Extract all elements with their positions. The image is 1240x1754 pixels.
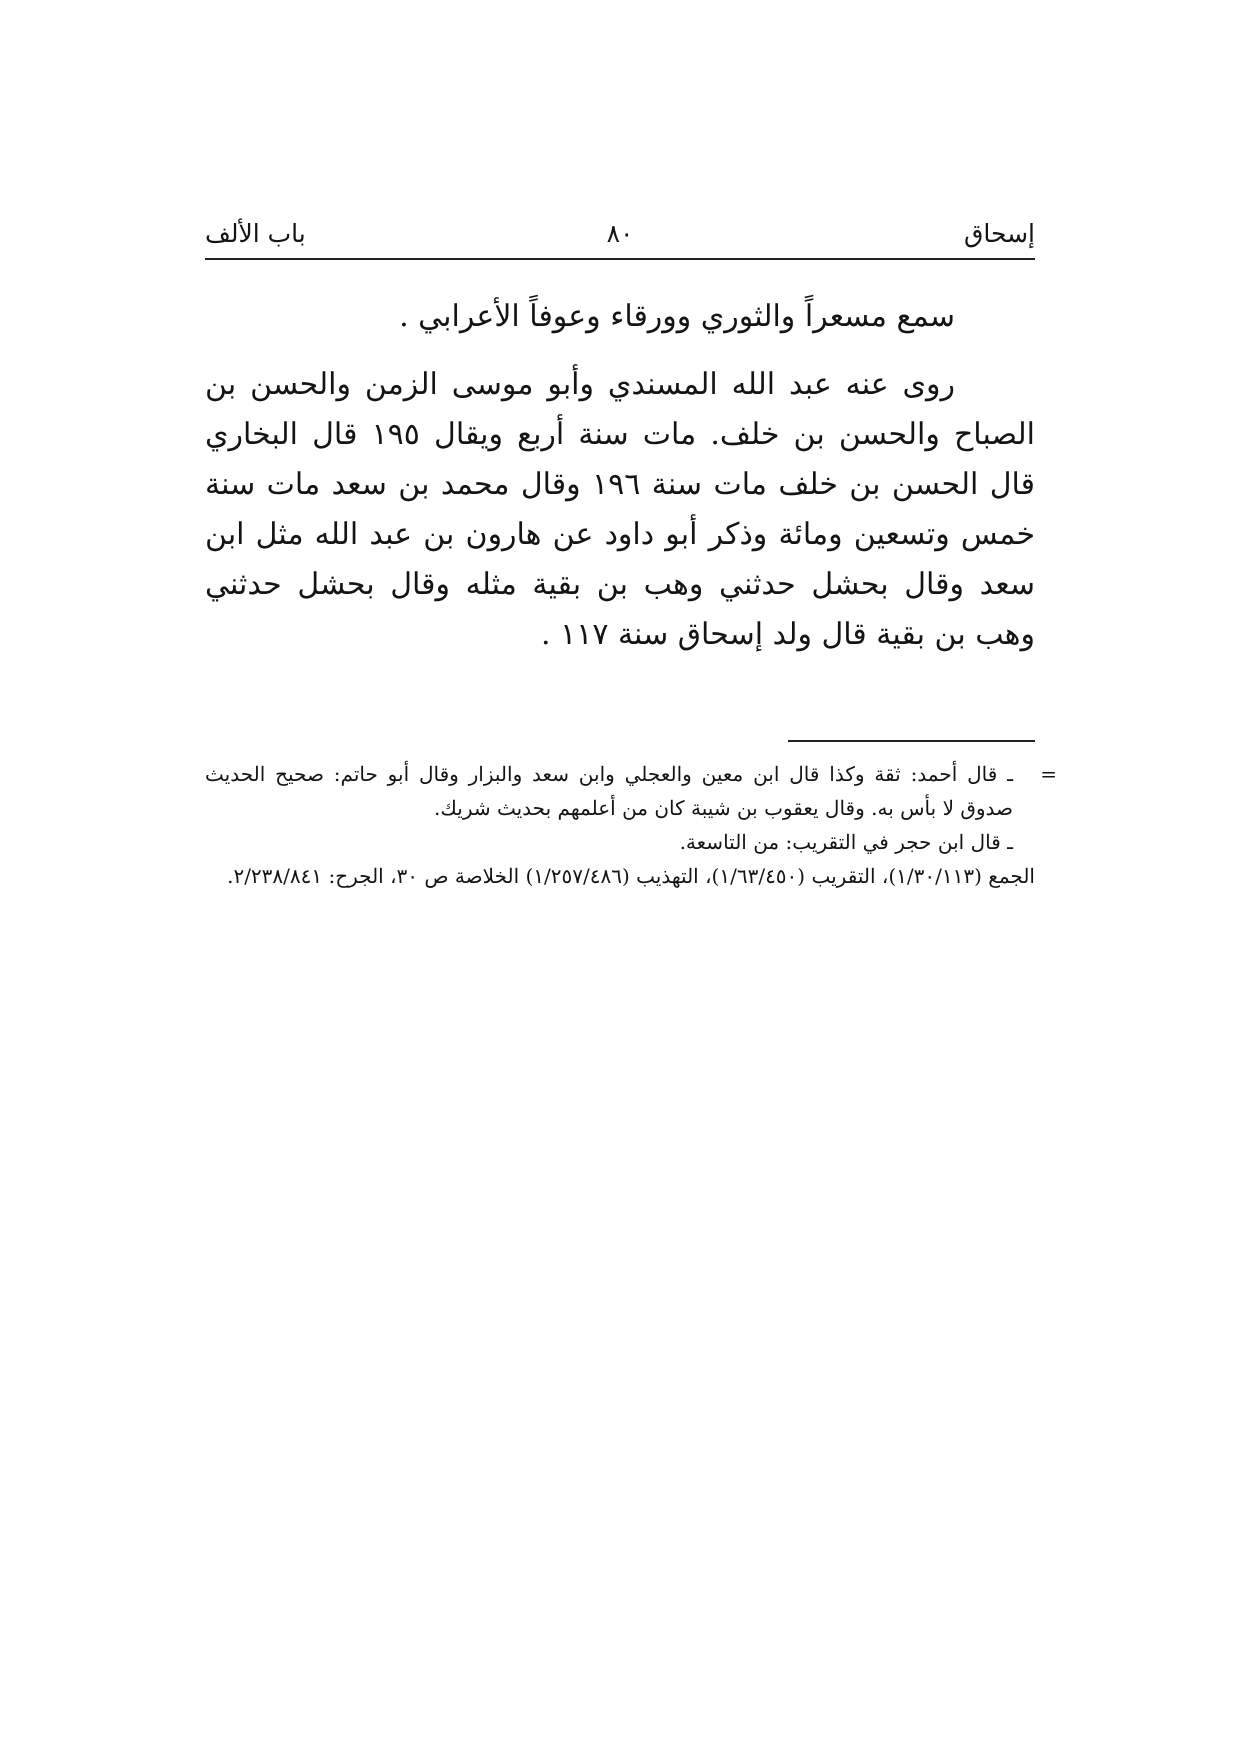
paragraph-students: روى عنه عبد الله المسندي وأبو موسى الزمن والحسن بن الصباح والحسن بن خلف. مات سنة أربع ويقال ١٩٥ قال البخاري قال الحسن بن خلف مات سنة ١٩٦ وقال محمد بن سعد مات سنة خمس وتسعين ومائة وذكر أبو داود عن هارون بن عبد الله مثل ابن سعد وقال بحشل حدثني وهب بن بقية مثله وقال بحشل حدثني وهب بن بقية قال ولد إسحاق سنة ١١٧ . — [205, 367, 1035, 652]
header-rule — [205, 258, 1035, 260]
main-text — [205, 292, 1035, 660]
footnote-item — [205, 757, 1057, 825]
running-header — [205, 214, 1035, 258]
footnote-text: ـ قال أحمد: ثقة وكذا قال ابن معين والعجلي وابن سعد والبزار وقال أبو حاتم: صحيح الحديث صدوق لا بأس به. وقال يعقوب بن شيبة كان من أعلمهم بحديث شريك. — [205, 762, 1013, 820]
footnotes — [205, 757, 1057, 893]
header-chapter: باب الألف — [205, 219, 306, 248]
header-entry-name: إسحاق — [963, 219, 1035, 248]
paragraph-teachers: سمع مسعراً والثوري وورقاء وعوفاً الأعرابي . — [399, 299, 955, 334]
footnote-item: ـ قال ابن حجر في التقريب: من التاسعة. — [679, 830, 1013, 854]
footnote-references: الجمع (١/٣٠/١١٣)، التقريب (١/٦٣/٤٥٠)، التهذيب (١/٢٥٧/٤٨٦) الخلاصة ص ٣٠، الجرح: ٢/٢٣٨/٨٤١. — [227, 864, 1035, 888]
continuation-mark: = — [1040, 762, 1057, 786]
page-number: ٨٠ — [606, 219, 634, 248]
footnote-rule — [788, 740, 1035, 742]
